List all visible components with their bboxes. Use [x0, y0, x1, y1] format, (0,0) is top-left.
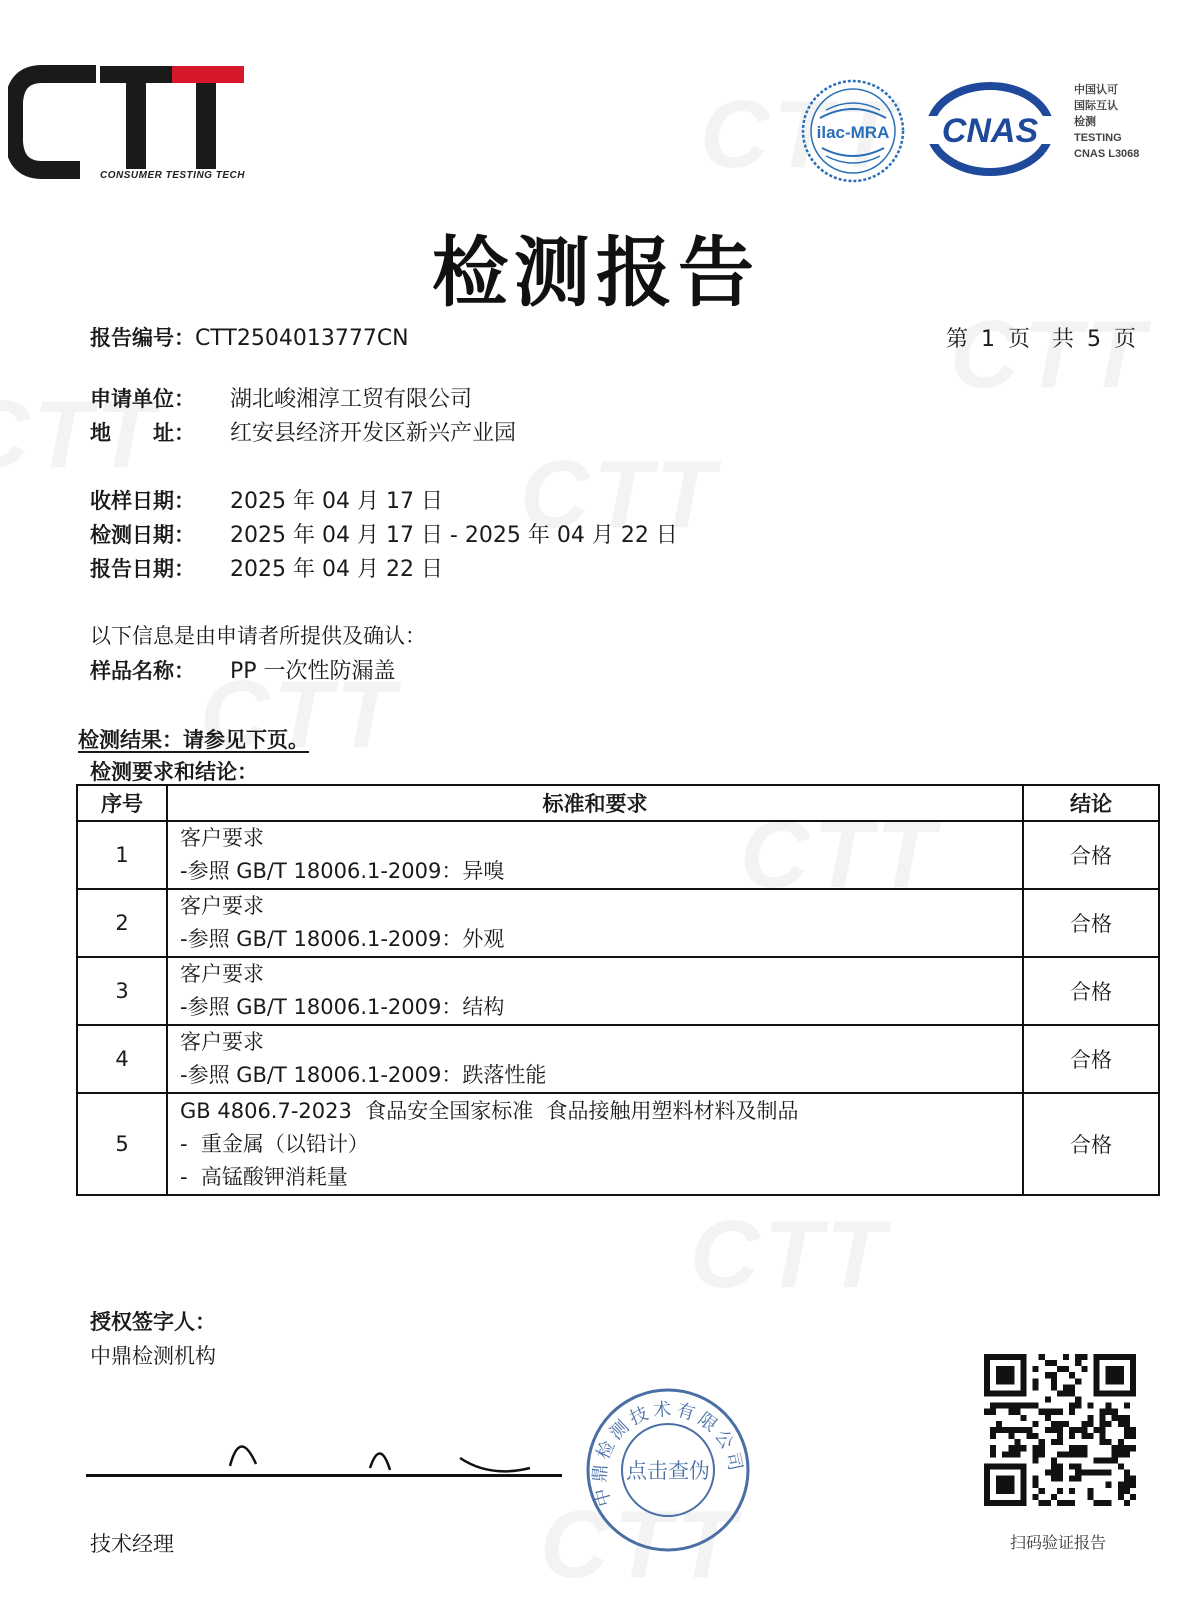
received-date-row — [90, 484, 443, 515]
cnas-caption-line: TESTING — [1074, 132, 1122, 144]
standard-line: 客户要求 — [180, 826, 264, 850]
table-header-row — [77, 785, 1159, 821]
standard-line: - 高锰酸钾消耗量 — [180, 1164, 348, 1189]
sample-name: PP 一次性防漏盖 — [230, 659, 396, 684]
page-title: 检测报告 — [432, 228, 760, 317]
standard-line: -参照 GB/T 18006.1-2009：跌落性能 — [180, 1063, 547, 1087]
signature-strokes — [220, 1418, 550, 1478]
watermark — [690, 1200, 889, 1310]
qr-code[interactable] — [984, 1354, 1136, 1506]
ilac-mra-icon — [800, 78, 906, 184]
sample-name-label: 样品名称： — [90, 659, 195, 683]
row-conclusion: 合格 — [1023, 821, 1159, 889]
ilac-text: ilac-MRA — [816, 123, 890, 142]
signer-position: 技术经理 — [90, 1532, 174, 1556]
report-number: CTT2504013777CN — [195, 326, 409, 351]
sample-name-row — [90, 654, 396, 685]
cnas-caption — [1074, 82, 1139, 162]
test-date-label: 检测日期： — [90, 523, 195, 547]
standard-line: - 重金属（以铅计） — [180, 1131, 369, 1156]
row-standard — [167, 1025, 1023, 1093]
cnas-caption-line: 检测 — [1074, 116, 1096, 128]
cnas-caption-line: 中国认可 — [1074, 84, 1118, 96]
column-header: 结论 — [1023, 785, 1159, 821]
row-standard — [167, 957, 1023, 1025]
requirements-heading: 检测要求和结论： — [90, 760, 258, 784]
standard-line: -参照 GB/T 18006.1-2009：外观 — [180, 927, 505, 951]
table-row — [77, 1025, 1159, 1093]
standard-line: 客户要求 — [180, 894, 264, 918]
column-header: 标准和要求 — [167, 785, 1023, 821]
table-row — [77, 821, 1159, 889]
cnas-icon — [926, 82, 1054, 176]
organization-name: 中鼎检测机构 — [90, 1344, 216, 1368]
row-standard — [167, 889, 1023, 957]
row-number: 3 — [77, 957, 167, 1025]
authorized-signer-label: 授权签字人： — [90, 1310, 216, 1334]
row-conclusion: 合格 — [1023, 1093, 1159, 1195]
standard-line: 客户要求 — [180, 1030, 264, 1054]
standard-line: -参照 GB/T 18006.1-2009：异嗅 — [180, 859, 505, 883]
report-date-row — [90, 552, 443, 583]
stamp-center-text[interactable]: 点击查伪 — [626, 1459, 710, 1483]
address-value: 红安县经济开发区新兴产业园 — [230, 421, 517, 446]
test-date-row — [90, 518, 678, 549]
result-summary: 检测结果：请参见下页。 — [78, 728, 309, 752]
row-conclusion: 合格 — [1023, 889, 1159, 957]
logo-tagline: CONSUMER TESTING TECH — [100, 170, 245, 181]
report-number-label: 报告编号： — [90, 326, 195, 350]
standard-line: 客户要求 — [180, 962, 264, 986]
report-number-row — [90, 322, 409, 352]
row-standard — [167, 1093, 1023, 1195]
page-info: 第 1 页 共 5 页 — [946, 327, 1136, 352]
applicant-value: 湖北峻湘淳工贸有限公司 — [230, 387, 473, 412]
address-label: 地 址： — [90, 421, 195, 445]
report-date: 2025 年 04 月 22 日 — [230, 557, 443, 582]
received-date-label: 收样日期： — [90, 489, 195, 513]
row-number: 1 — [77, 821, 167, 889]
applicant-row — [90, 382, 472, 413]
table-row — [77, 957, 1159, 1025]
received-date: 2025 年 04 月 17 日 — [230, 489, 443, 514]
row-number: 2 — [77, 889, 167, 957]
standard-line: GB 4806.7-2023 食品安全国家标准 食品接触用塑料材料及制品 — [180, 1098, 799, 1123]
row-number: 4 — [77, 1025, 167, 1093]
provided-note: 以下信息是由申请者所提供及确认： — [90, 624, 426, 648]
company-stamp[interactable] — [582, 1384, 754, 1556]
report-date-label: 报告日期： — [90, 557, 195, 581]
results-table — [76, 784, 1160, 1196]
signature-line — [86, 1474, 562, 1477]
row-conclusion: 合格 — [1023, 957, 1159, 1025]
qr-caption: 扫码验证报告 — [1010, 1533, 1107, 1552]
table-row — [77, 889, 1159, 957]
standard-line: -参照 GB/T 18006.1-2009：结构 — [180, 995, 505, 1019]
row-conclusion: 合格 — [1023, 1025, 1159, 1093]
row-number: 5 — [77, 1093, 167, 1195]
cnas-caption-line: CNAS L3068 — [1074, 148, 1140, 160]
stamp-ring-text: 中鼎检测技术有限公司 — [589, 1398, 747, 1509]
applicant-label: 申请单位： — [90, 387, 195, 411]
column-header: 序号 — [77, 785, 167, 821]
svg-text:中鼎检测技术有限公司 — [589, 1399, 746, 1509]
address-row — [90, 416, 516, 447]
row-standard — [167, 821, 1023, 889]
cnas-caption-line: 国际互认 — [1074, 100, 1118, 112]
test-date: 2025 年 04 月 17 日 - 2025 年 04 月 22 日 — [230, 523, 678, 548]
cnas-text: CNAS — [941, 112, 1039, 150]
table-row — [77, 1093, 1159, 1195]
